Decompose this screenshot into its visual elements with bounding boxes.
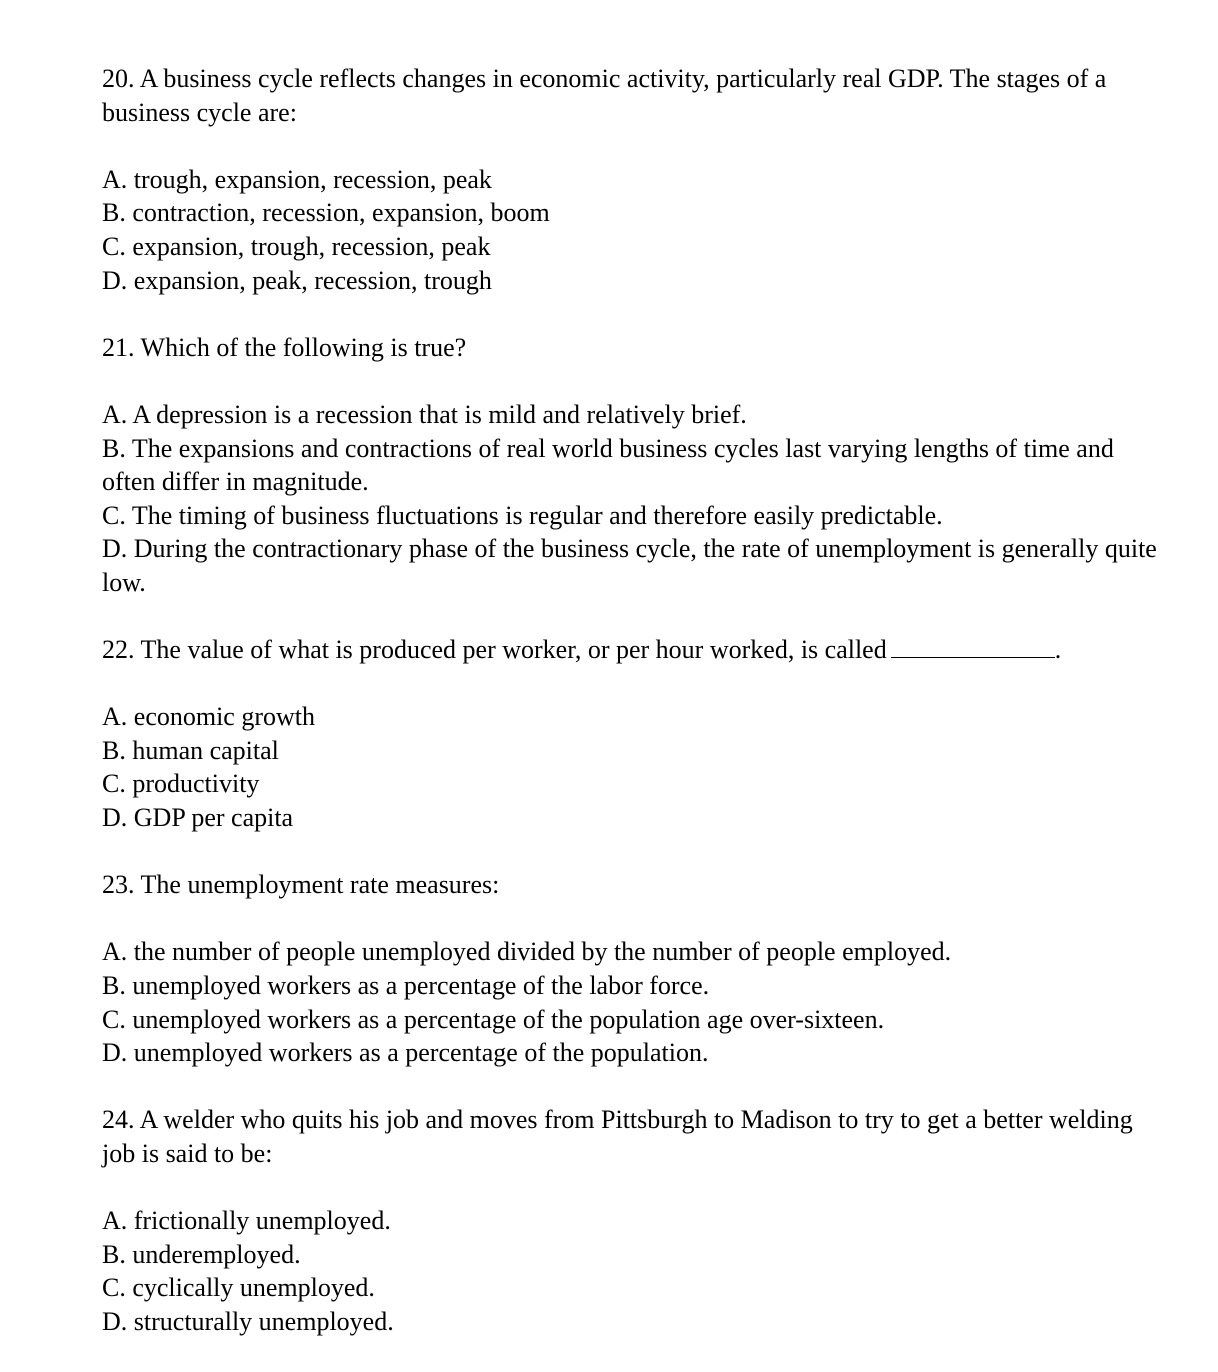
- option-d: D. GDP per capita: [102, 803, 294, 833]
- answer-options: [102, 163, 1172, 297]
- question-22: [102, 633, 1172, 835]
- answer-options: [102, 398, 1172, 600]
- question-24: [102, 1103, 1172, 1338]
- question-suffix: .: [1054, 635, 1062, 665]
- option-c: C. expansion, trough, recession, peak: [102, 231, 491, 261]
- option-b: B. The expansions and contractions of real world business cycles last varying lengths of time and often differ in magnitude.: [102, 433, 1114, 497]
- option-c: C. cyclically unemployed.: [102, 1273, 375, 1303]
- question-text: 20. A business cycle reflects changes in economic activity, particularly real GDP. The stages of a business cycle are:: [102, 64, 1107, 127]
- question-20: [102, 62, 1172, 297]
- question-21: [102, 331, 1172, 600]
- question-prompt: 22. The value of what is produced per worker, or per hour worked, is called: [102, 635, 887, 665]
- quiz-page: [102, 62, 1172, 1372]
- option-a: A. frictionally unemployed.: [102, 1206, 391, 1236]
- option-d: D. structurally unemployed.: [102, 1306, 394, 1336]
- option-b: B. unemployed workers as a percentage of the labor force.: [102, 971, 710, 1001]
- answer-blank: [891, 635, 1055, 658]
- answer-options: [102, 935, 1172, 1069]
- option-b: B. contraction, recession, expansion, boom: [102, 198, 550, 228]
- option-a: A. trough, expansion, recession, peak: [102, 164, 492, 194]
- question-text: 24. A welder who quits his job and moves from Pittsburgh to Madison to try to get a better welding job is said to be:: [102, 1105, 1133, 1168]
- option-b: B. underemployed.: [102, 1239, 301, 1269]
- option-c: C. The timing of business fluctuations is regular and therefore easily predictable.: [102, 500, 943, 530]
- answer-options: [102, 700, 1172, 834]
- question-text: [102, 633, 1172, 667]
- option-a: A. economic growth: [102, 702, 316, 732]
- question-23: [102, 868, 1172, 1070]
- question-text: 21. Which of the following is true?: [102, 332, 467, 362]
- option-d: D. expansion, peak, recession, trough: [102, 265, 492, 295]
- option-d: D. unemployed workers as a percentage of the population.: [102, 1038, 709, 1068]
- answer-options: [102, 1204, 1172, 1338]
- option-a: A. A depression is a recession that is mild and relatively brief.: [102, 399, 747, 429]
- option-c: C. productivity: [102, 769, 260, 799]
- question-text: 23. The unemployment rate measures:: [102, 870, 500, 900]
- option-b: B. human capital: [102, 735, 279, 765]
- option-d: D. During the contractionary phase of the business cycle, the rate of unemployment is generally quite low.: [102, 534, 1157, 597]
- option-a: A. the number of people unemployed divided by the number of people employed.: [102, 937, 952, 967]
- option-c: C. unemployed workers as a percentage of the population age over-sixteen.: [102, 1004, 885, 1034]
